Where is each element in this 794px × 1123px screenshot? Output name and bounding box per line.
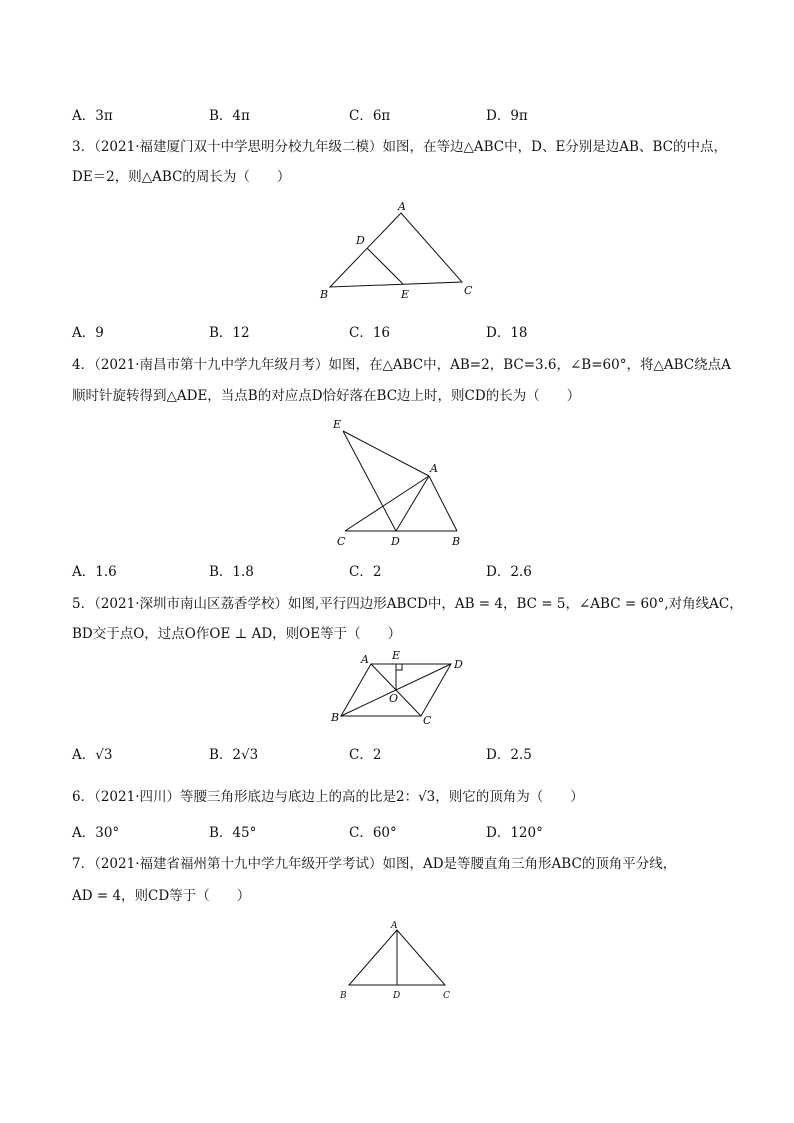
- segment-ea: [343, 431, 429, 476]
- option-c: C．2: [349, 747, 382, 763]
- option-a: A．1.6: [72, 564, 117, 580]
- option-b: B．1.8: [209, 564, 254, 580]
- option-b: B．4π: [209, 108, 250, 124]
- q4-options: [72, 560, 672, 580]
- diagonal-ac: [371, 664, 421, 716]
- label-a: A: [361, 653, 369, 666]
- label-e: E: [401, 288, 410, 301]
- q6-stem-line1: 6．（2021·四川）等腰三角形底边与底边上的高的比是2：√3，则它的顶角为（ ）: [72, 789, 584, 805]
- diagonal-bd: [341, 664, 451, 716]
- option-a: A．30°: [72, 825, 120, 841]
- segment-ab: [429, 476, 457, 531]
- label-b: B: [452, 535, 461, 548]
- q5-stem-line1: 5．（2021·深圳市南山区荔香学校）如图,平行四边形ABCD中，AB = 4，BC = 5，∠ABC = 60°,对角线AC，: [72, 596, 743, 612]
- label-a: A: [391, 921, 398, 931]
- label-c: C: [443, 991, 450, 1001]
- segment-ca: [345, 476, 429, 531]
- option-d: D．2.5: [486, 747, 532, 763]
- label-d: D: [393, 991, 401, 1001]
- label-o: O: [389, 692, 399, 705]
- label-d: D: [454, 658, 463, 671]
- option-a: A．√3: [72, 747, 113, 763]
- q3-stem-line2: DE＝2，则△ABC的周长为（ ）: [72, 169, 291, 185]
- segment-ed: [343, 431, 396, 531]
- q7-stem-line1: 7．（2021·福建省福州第十九中学九年级开学考试）如图，AD是等腰直角三角形ABC的顶角平分线，: [72, 856, 677, 872]
- option-c: C．2: [349, 564, 382, 580]
- option-d: D．2.6: [486, 564, 532, 580]
- option-c: C．6π: [349, 108, 391, 124]
- q5-stem-line2: BD交于点O，过点O作OE ⊥ AD，则OE等于（ ）: [72, 626, 402, 642]
- q4-stem-line1: 4．（2021·南昌市第十九中学九年级月考）如图，在△ABC中，AB=2，BC=3.6，∠B=60°，将△ABC绕点A: [72, 357, 731, 373]
- label-c: C: [337, 535, 346, 548]
- option-d: D．9π: [486, 108, 528, 124]
- label-d: D: [391, 535, 400, 548]
- parallelogram-abcd: [341, 664, 451, 716]
- q4-stem-line2: 顺时针旋转得到△ADE，当点B的对应点D恰好落在BC边上时，则CD的长为（ ）: [72, 388, 581, 404]
- q3-stem-line1: 3．（2021·福建厦门双十中学思明分校九年级二模）如图，在等边△ABC中，D、E分别是边AB、BC的中点，: [72, 139, 727, 155]
- q7-stem-line2: AD = 4，则CD等于（ ）: [72, 888, 251, 904]
- q3-options: [72, 321, 672, 341]
- label-c: C: [464, 284, 473, 297]
- segment-de: [367, 248, 403, 284]
- label-a: A: [430, 462, 438, 475]
- triangle-abc: [349, 930, 445, 985]
- label-c: C: [423, 714, 432, 727]
- option-c: C．16: [349, 325, 391, 341]
- label-b: B: [320, 288, 329, 301]
- option-b: B．45°: [209, 825, 257, 841]
- triangle-abc: [330, 213, 462, 287]
- option-a: A．9: [72, 325, 104, 341]
- option-a: A．3π: [72, 108, 113, 124]
- label-b: B: [340, 991, 347, 1001]
- segment-ad: [396, 476, 429, 531]
- right-angle-mark: [396, 664, 402, 670]
- q6-options: [72, 821, 672, 841]
- label-b: B: [331, 711, 340, 724]
- option-b: B．12: [209, 325, 250, 341]
- option-d: D．120°: [486, 825, 543, 841]
- option-c: C．60°: [349, 825, 397, 841]
- q5-options: [72, 743, 672, 763]
- option-b: B．2√3: [209, 747, 259, 763]
- label-e: E: [392, 649, 401, 662]
- label-a: A: [398, 200, 406, 213]
- q2-options: [72, 104, 672, 124]
- label-e: E: [333, 418, 342, 431]
- option-d: D．18: [486, 325, 528, 341]
- label-d: D: [356, 234, 365, 247]
